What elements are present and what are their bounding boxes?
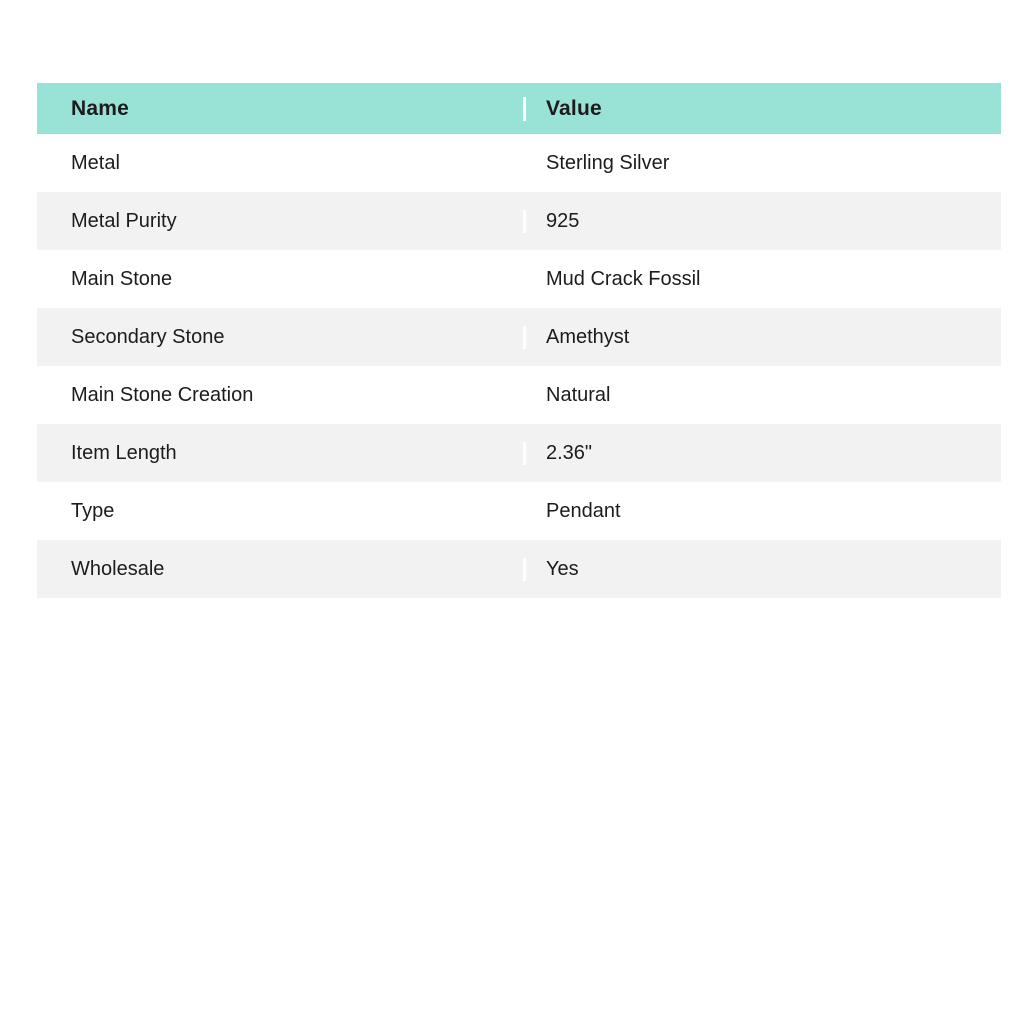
table-row (37, 424, 1001, 482)
header-value-column: Value (523, 97, 1001, 121)
attribute-name: Wholesale (71, 557, 165, 580)
attribute-name: Metal (71, 151, 120, 174)
attribute-value: Mud Crack Fossil (523, 268, 1001, 291)
table-body (37, 134, 1001, 598)
table-row (37, 540, 1001, 598)
attribute-value: 925 (523, 210, 1001, 233)
table-row (37, 308, 1001, 366)
header-name-column: Name (71, 96, 129, 120)
attribute-value: Sterling Silver (523, 152, 1001, 175)
attribute-name: Type (71, 499, 115, 522)
table-row (37, 192, 1001, 250)
attribute-name: Main Stone Creation (71, 383, 254, 406)
table-row (37, 134, 1001, 192)
attribute-value: Natural (523, 384, 1001, 407)
table-row (37, 250, 1001, 308)
product-spec-table (37, 83, 1001, 598)
attribute-value: 2.36" (523, 442, 1001, 465)
table-row (37, 366, 1001, 424)
table-row (37, 482, 1001, 540)
attribute-value: Pendant (523, 500, 1001, 523)
attribute-name: Item Length (71, 441, 177, 464)
attribute-name: Secondary Stone (71, 325, 225, 348)
attribute-value: Amethyst (523, 326, 1001, 349)
table-header-row (37, 83, 1001, 134)
attribute-value: Yes (523, 558, 1001, 581)
attribute-name: Metal Purity (71, 209, 177, 232)
attribute-name: Main Stone (71, 267, 173, 290)
